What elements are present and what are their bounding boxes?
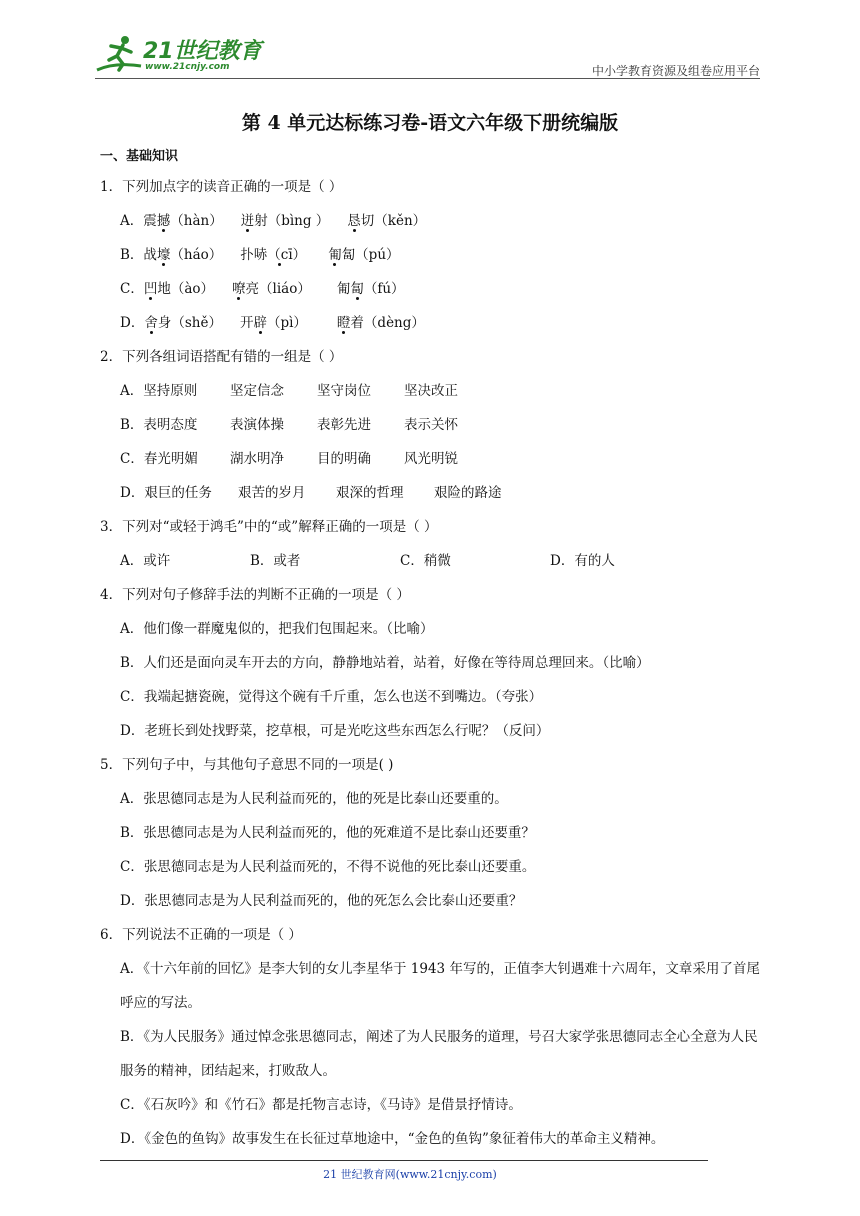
question-6-stem: 6．下列说法不正确的一项是（ ） [100, 927, 302, 943]
question-2-option-d: D．艰巨的任务 艰苦的岁月 艰深的哲理 艰险的路途 [120, 485, 502, 501]
question-1-option-b: B．战壕（háo） 扑哧（cī） 匍匐（pú） [120, 247, 400, 263]
footer-link[interactable]: 21 世纪教育网(www.21cnjy.com) [323, 1168, 497, 1181]
footer-divider [100, 1160, 708, 1161]
question-1-option-d: D．舍身（shě） 开辟（pì） 瞪着（dèng） [120, 315, 425, 331]
question-6-option-b: B．《为人民服务》通过悼念张思德同志，阐述了为人民服务的道理，号召大家学张思德同志全心全意为人民服务的精神，团结起来，打败敌人。 [120, 1029, 758, 1079]
question-2-option-a: A．坚持原则 坚定信念 坚守岗位 坚决改正 [120, 383, 458, 399]
question-6-option-d: D．《金色的鱼钩》故事发生在长征过草地途中，“金色的鱼钩”象征着伟大的革命主义精神。 [120, 1131, 665, 1147]
runner-icon [95, 32, 143, 76]
question-4-stem: 4．下列对句子修辞手法的判断不正确的一项是（ ） [100, 587, 410, 603]
question-6-option-c: C．《石灰吟》和《竹石》都是托物言志诗，《马诗》是借景抒情诗。 [120, 1097, 522, 1113]
question-5-option-a: A．张思德同志是为人民利益而死的，他的死是比泰山还要重的。 [120, 791, 508, 807]
question-2-option-c: C．春光明媚 湖水明净 目的明确 风光明锐 [120, 451, 458, 467]
question-1-option-c: C．凹地（ào） 嘹亮（liáo） 匍匐（fú） [120, 281, 405, 297]
question-4-option-c: C．我端起搪瓷碗，觉得这个碗有千斤重，怎么也送不到嘴边。（夸张） [120, 689, 543, 705]
question-5-option-d: D．张思德同志是为人民利益而死的，他的死怎么会比泰山还要重？ [120, 893, 523, 909]
question-1-stem: 1．下列加点字的读音正确的一项是（ ） [100, 179, 343, 195]
section-heading: 一、基础知识 [100, 149, 179, 164]
page-header [95, 28, 760, 80]
question-3-stem: 3．下列对“或轻于鸿毛”中的“或”解释正确的一项是（ ） [100, 519, 438, 535]
question-4-option-d: D．老班长到处找野菜，挖草根，可是光吃这些东西怎么行呢？（反问） [120, 723, 550, 739]
question-5-option-b: B．张思德同志是为人民利益而死的，他的死难道不是比泰山还要重？ [120, 825, 535, 841]
question-4-option-b: B．人们还是面向灵车开去的方向，静静地站着，站着，好像在等待周总理回来。（比喻） [120, 655, 650, 671]
logo-url: www.21cnjy.com [145, 62, 230, 72]
document-body [100, 144, 765, 1156]
page-title: 第 4 单元达标练习卷-语文六年级下册统编版 [241, 112, 619, 134]
question-2-stem: 2．下列各组词语搭配有错的一组是（ ） [100, 349, 343, 365]
question-5-option-c: C．张思德同志是为人民利益而死的，不得不说他的死比泰山还要重。 [120, 859, 536, 875]
logo-text: 21世纪教育 [143, 39, 262, 64]
logo [95, 32, 265, 76]
question-6-option-a: A．《十六年前的回忆》是李大钊的女儿李星华于 1943 年写的，正值李大钊遇难十六周年，文章采用了首尾呼应的写法。 [120, 961, 760, 1011]
platform-label: 中小学教育资源及组卷应用平台 [591, 64, 760, 78]
question-4-option-a: A．他们像一群魔鬼似的，把我们包围起来。（比喻） [120, 621, 434, 637]
question-2-option-b: B．表明态度 表演体操 表彰先进 表示关怀 [120, 417, 458, 433]
question-1-option-a: A．震撼（hàn） 迸射（bìng ） 恳切（kěn） [120, 213, 427, 229]
question-5-stem: 5．下列句子中，与其他句子意思不同的一项是( ) [100, 757, 394, 773]
header-divider [95, 78, 760, 79]
question-3-options: A．或许 B．或者 C．稍微 D．有的人 [120, 553, 615, 569]
